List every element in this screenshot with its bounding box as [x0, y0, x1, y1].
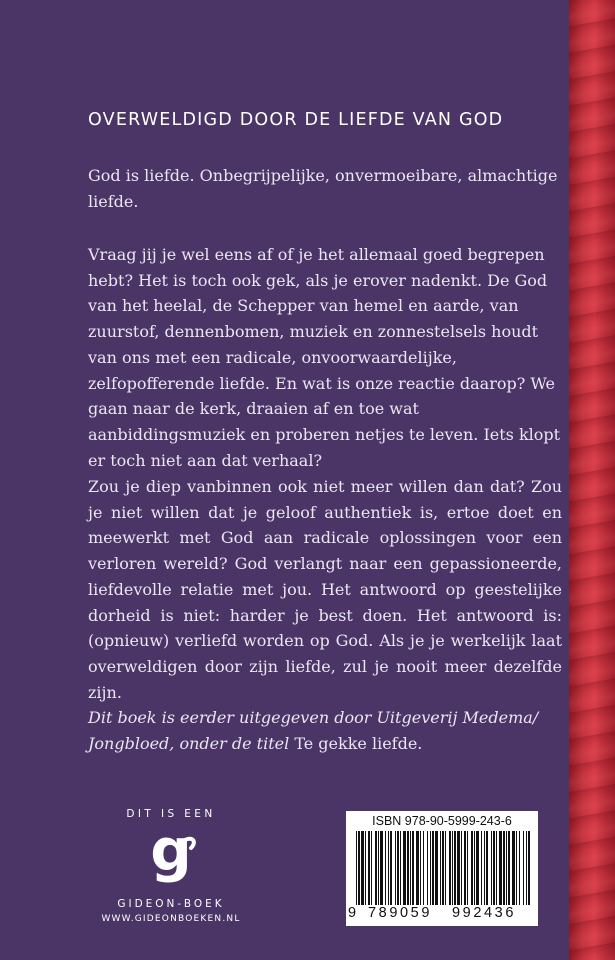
barcode-bar: [491, 831, 492, 905]
barcode-bar: [430, 831, 431, 905]
barcode-bar: [371, 831, 372, 905]
barcode-bar: [380, 831, 383, 905]
barcode-bar: [454, 831, 456, 905]
isbn-label: ISBN 978-90-5999-243-6: [372, 814, 512, 828]
barcode-bar: [385, 831, 386, 905]
logo-url: WWW.GIDEONBOEKEN.NL: [101, 914, 241, 924]
barcode-bar: [528, 831, 530, 905]
barcode-bar: [412, 831, 414, 905]
barcode-bar: [432, 831, 434, 905]
publication-note: [88, 705, 562, 756]
barcode-bar: [486, 831, 488, 905]
paragraph-intro: God is liefde. Onbegrijpelijke, onvermoeibare, almachtige liefde.: [88, 166, 558, 211]
logo-name: GIDEON-BOEK: [117, 898, 225, 910]
barcode-bar: [435, 831, 438, 905]
barcode-digits-left: 789059: [368, 905, 432, 921]
barcode-bar: [503, 831, 505, 905]
barcode-bar: [395, 831, 396, 905]
barcode-bar: [361, 831, 364, 905]
barcode-bar: [452, 831, 453, 905]
barcode-bar: [449, 831, 451, 905]
spine-edge: [569, 0, 615, 960]
barcode-bar: [445, 831, 446, 905]
barcode-bar: [471, 831, 473, 905]
gideon-g-icon: [141, 826, 201, 890]
barcode-bar: [358, 831, 360, 905]
paragraph-invitation: Zou je diep vanbinnen ook niet meer willen dan dat? Zou je niet willen dat je geloof authentiek is, ertoe doet en meewerkt met God aan radicale oplossingen voor een verloren wereld? God verlangt naar een gepassioneerde, liefdevolle relatie met jou. Het antwoord op geestelijke dorheid is niet: harder je best doen. Het antwoord is: (opnieuw) verliefd worden op God. Als je je werkelijk laat overweldigen door zijn liefde, zul je nooit meer dezelfde zijn.: [88, 477, 562, 702]
paragraph-question: Vraag jij je wel eens af of je het allemaal goed begrepen hebt? Het is toch ook gek, als je erover nadenkt. De God van het heelal, de Schepper van hemel en aarde, van zuurstof, dennenbomen, muziek en zonnestelsels houdt van ons met een radicale, onvoorwaardelijke, zelfopofferende liefde. En wat is onze reactie daarop? We gaan naar de kerk, draaien af en toe wat aanbiddingsmuziek en proberen netjes te leven. Iets klopt er toch niet aan dat verhaal?: [88, 245, 561, 470]
barcode-bar: [474, 831, 475, 905]
barcode-bar: [508, 831, 510, 905]
barcode-digit-lead: 9: [348, 905, 359, 921]
barcode-bar: [390, 831, 392, 905]
barcode-bar: [440, 831, 441, 905]
barcode-bar: [512, 831, 515, 905]
barcode-bar: [400, 831, 401, 905]
barcode-bar: [423, 831, 424, 905]
barcode-bar: [523, 831, 524, 905]
barcode-digits: [346, 905, 538, 923]
barcode-bar: [368, 831, 370, 905]
previous-title: Te gekke liefde.: [294, 733, 423, 753]
barcode-bar: [506, 831, 507, 905]
barcode-bar: [416, 831, 419, 905]
barcode-bar: [403, 831, 406, 905]
barcode-bar: [457, 831, 460, 905]
barcode-bar: [526, 831, 527, 905]
barcode-bar: [407, 831, 409, 905]
barcode-bar: [365, 831, 366, 905]
barcode-bar: [410, 831, 411, 905]
barcode-bar: [496, 831, 497, 905]
barcode-bar: [519, 831, 520, 905]
barcode-bar: [499, 831, 502, 905]
barcode-bar: [378, 831, 379, 905]
barcode-bar: [375, 831, 377, 905]
back-cover-title: OVERWELDIGD DOOR DE LIEFDE VAN GOD: [88, 110, 504, 130]
barcode-bar: [467, 831, 468, 905]
publisher-logo: [86, 808, 256, 924]
barcode-bar: [420, 831, 421, 905]
barcode-bar: [476, 831, 479, 905]
barcode-bar: [484, 831, 485, 905]
barcode-bar: [493, 831, 495, 905]
publication-note-italic: Dit boek is eerder uitgegeven door Uitgeverij Medema/ Jongbloed, onder de titel: [88, 708, 539, 753]
barcode-bar: [464, 831, 466, 905]
barcode-bar: [356, 831, 357, 905]
barcode-bar: [442, 831, 444, 905]
barcode-bar: [388, 831, 389, 905]
barcode-digits-right: 992436: [452, 905, 516, 921]
isbn-barcode: [346, 811, 538, 926]
barcode-bar: [427, 831, 428, 905]
logo-letter: g: [150, 826, 192, 884]
barcode-bar: [397, 831, 399, 905]
barcode-bar: [516, 831, 517, 905]
barcode-bars: [356, 831, 530, 905]
barcode-bar: [461, 831, 462, 905]
barcode-bar: [481, 831, 482, 905]
logo-tagline: DIT IS EEN: [126, 808, 216, 820]
